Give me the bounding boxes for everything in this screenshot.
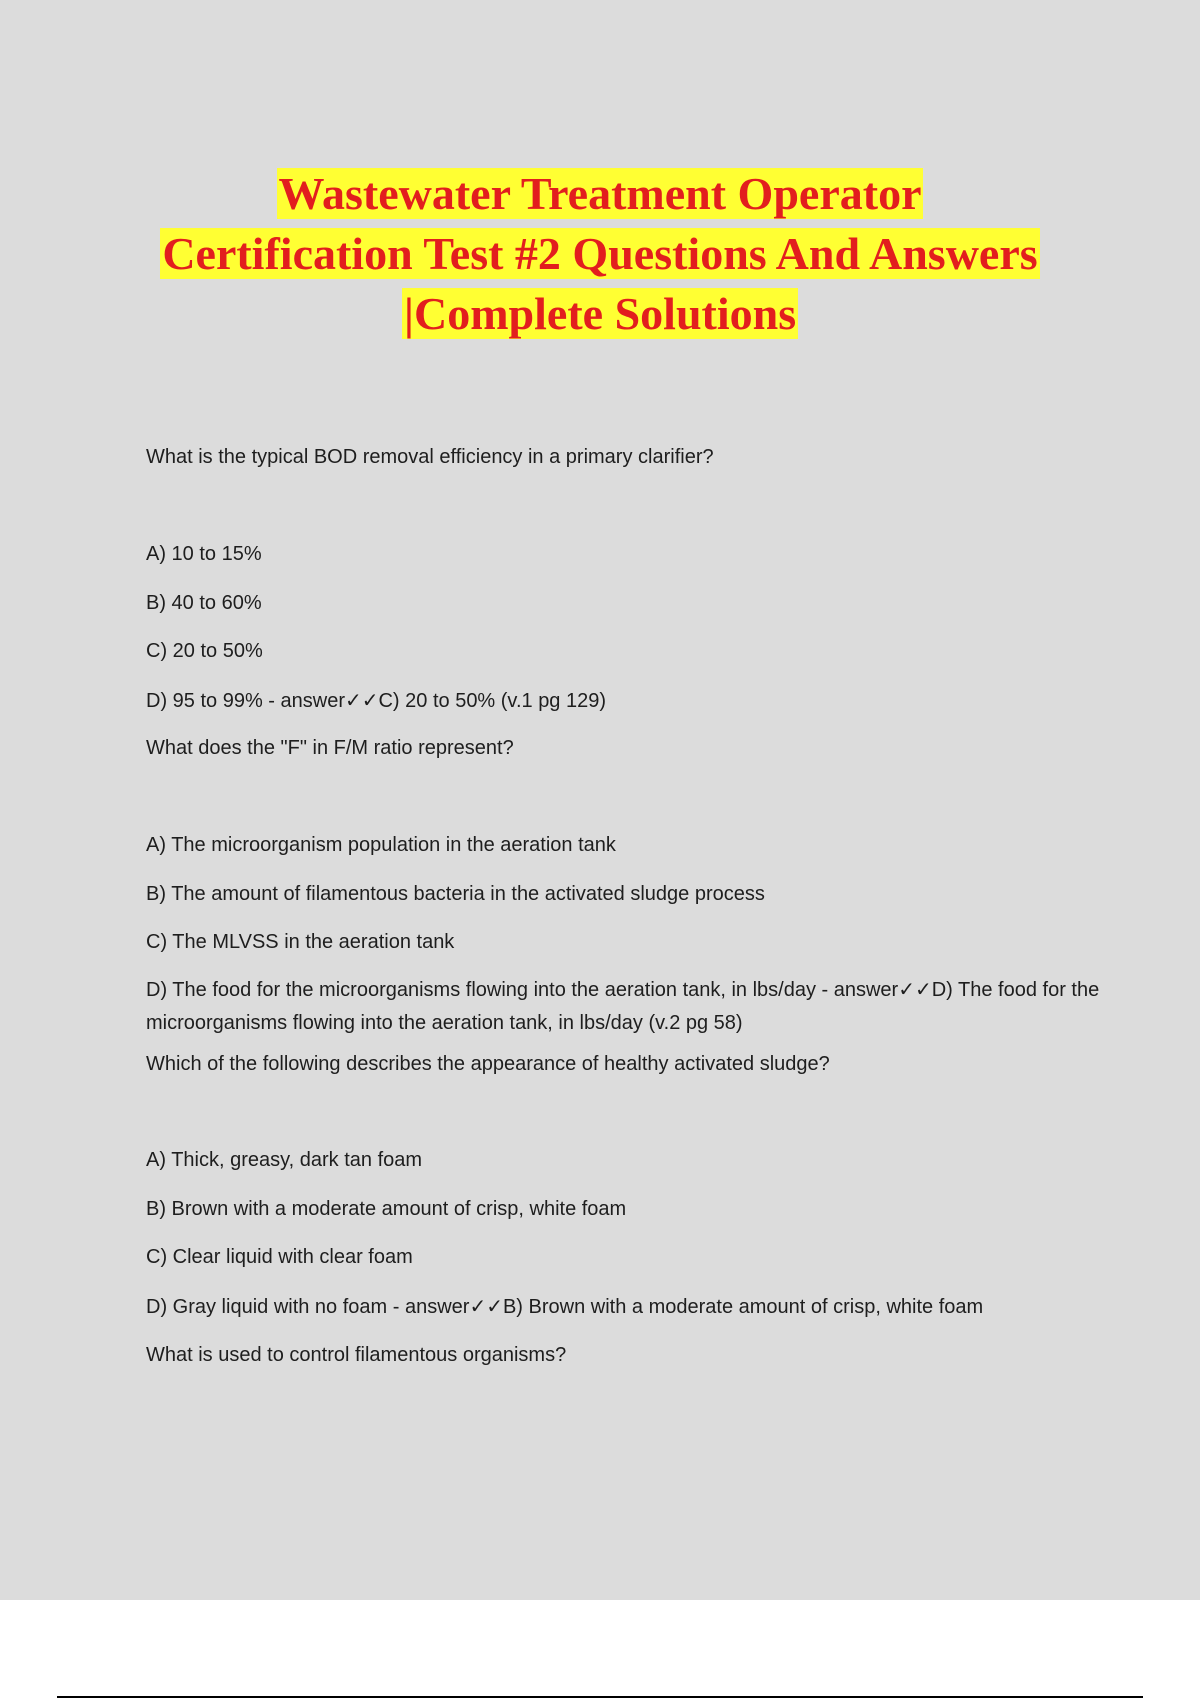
q2-option-a: A) The microorganism population in the aeration tank (146, 834, 616, 856)
footer-divider (57, 1696, 1143, 1698)
q2-option-d-answer: D) The food for the microorganisms flowing into the aeration tank, in lbs/day - answer✓✓D) The food for the microorganisms flowing into the aeration tank, in lbs/day (v.2 pg 58) (146, 979, 1100, 1034)
q1-option-a: A) 10 to 15% (146, 543, 262, 565)
question-2: What does the "F" in F/M ratio represent? (146, 737, 514, 759)
q1-option-b: B) 40 to 60% (146, 592, 262, 614)
question-4: What is used to control filamentous organisms? (146, 1344, 567, 1366)
q1-option-c: C) 20 to 50% (146, 640, 263, 662)
document-title (0, 164, 1200, 344)
question-1: What is the typical BOD removal efficiency in a primary clarifier? (146, 446, 714, 468)
q3-option-a: A) Thick, greasy, dark tan foam (146, 1149, 423, 1171)
q3-option-d-answer: D) Gray liquid with no foam - answer✓✓B) Brown with a moderate amount of crisp, white foam (146, 1296, 984, 1318)
q1-option-d-answer: D) 95 to 99% - answer✓✓C) 20 to 50% (v.1 pg 129) (146, 690, 607, 712)
question-3: Which of the following describes the appearance of healthy activated sludge? (146, 1053, 830, 1075)
q2-option-c: C) The MLVSS in the aeration tank (146, 931, 455, 953)
title-line-2: Certification Test #2 Questions And Answers (162, 228, 1038, 279)
q2-option-b: B) The amount of filamentous bacteria in the activated sludge process (146, 883, 765, 905)
q3-option-b: B) Brown with a moderate amount of crisp, white foam (146, 1198, 627, 1220)
title-line-1: Wastewater Treatment Operator (278, 168, 922, 219)
q3-option-c: C) Clear liquid with clear foam (146, 1246, 413, 1268)
title-line-3: |Complete Solutions (403, 288, 797, 339)
